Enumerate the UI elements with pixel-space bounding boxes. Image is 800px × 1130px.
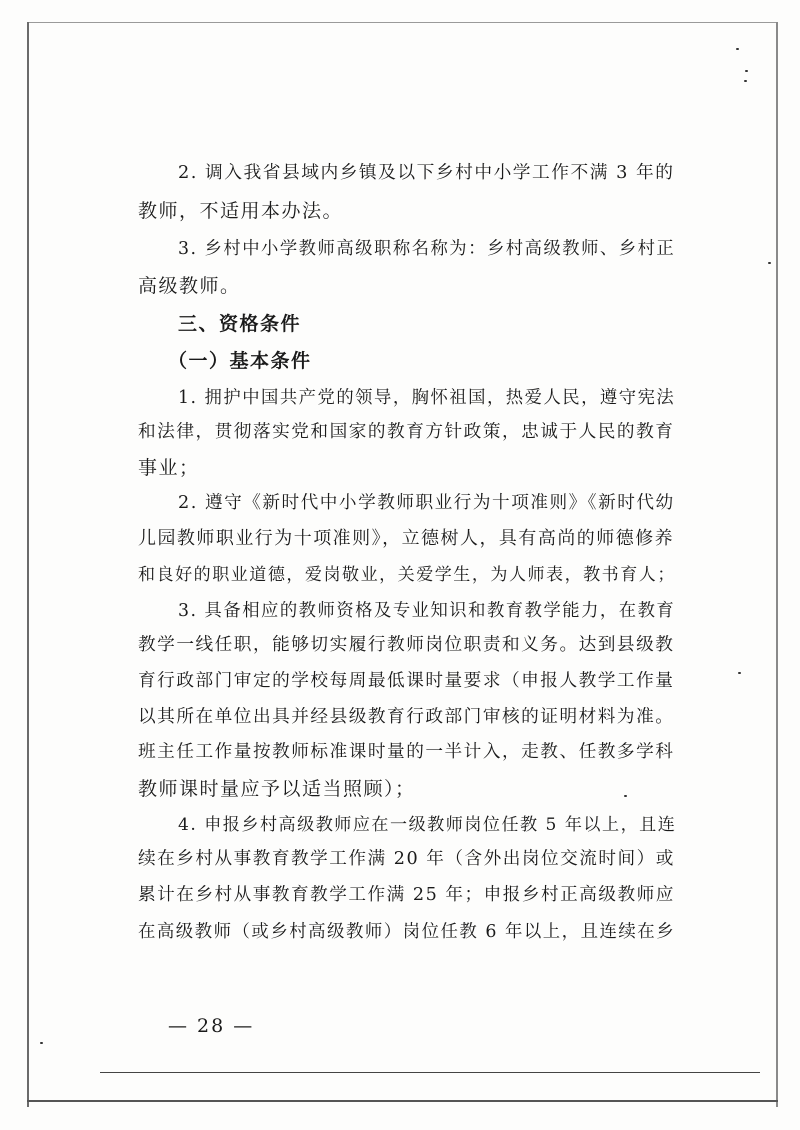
body-line: 累计在乡村从事教育教学工作满 25 年；申报乡村正高级教师应 [138, 885, 675, 905]
subsection-heading: （一）基本条件 [168, 350, 312, 372]
body-line: 和法律，贯彻落实党和国家的教育方针政策，忠诚于人民的教育 [138, 422, 675, 442]
body-line: 儿园教师职业行为十项准则》，立德树人，具有高尚的师德修养 [138, 528, 675, 549]
body-line: 3. 乡村中小学教师高级职称名称为：乡村高级教师、乡村正 [178, 239, 676, 259]
scan-border-left [27, 22, 29, 1107]
scan-speck [745, 70, 748, 72]
scan-speck [736, 48, 739, 50]
body-line: 事业； [138, 457, 200, 479]
body-line: 教师，不适用本办法。 [138, 200, 344, 222]
body-line: 以其所在单位出具并经县级教育行政部门审核的证明材料为准。 [138, 707, 675, 727]
body-line: 续在乡村从事教育教学工作满 20 年（含外出岗位交流时间）或 [138, 849, 675, 869]
body-line: 教学一线任职，能够切实履行教师岗位职责和义务。达到县级教 [138, 635, 675, 655]
body-line: 和良好的职业道德，爱岗敬业，关爱学生，为人师表，教书育人； [138, 565, 676, 585]
body-line: 4. 申报乡村高级教师应在一级教师岗位任教 5 年以上，且连 [178, 815, 677, 835]
body-line: 育行政部门审定的学校每周最低课时量要求（申报人教学工作量 [138, 671, 675, 691]
footer-rule [100, 1072, 760, 1073]
scan-speck [744, 80, 747, 82]
body-line: 1. 拥护中国共产党的领导，胸怀祖国，热爱人民，遵守宪法 [178, 388, 676, 408]
body-line: 在高级教师（或乡村高级教师）岗位任教 6 年以上，且连续在乡 [138, 922, 676, 942]
scan-speck [768, 262, 771, 264]
scan-border-right [776, 22, 778, 1107]
body-line: 2. 调入我省县域内乡镇及以下乡村中小学工作不满 3 年的 [178, 163, 675, 183]
body-line: 教师课时量应予以适当照顾）； [138, 778, 416, 800]
section-heading: 三、资格条件 [178, 313, 302, 335]
scan-speck [738, 672, 741, 674]
body-line: 2. 遵守《新时代中小学教师职业行为十项准则》《新时代幼 [178, 493, 675, 513]
page-number: — 28 — [168, 1015, 255, 1037]
scan-border-bottom [27, 1100, 778, 1102]
scan-border-top [27, 22, 778, 23]
body-line: 班主任工作量按教师标准课时量的一半计入，走教、任教多学科 [138, 742, 675, 762]
body-line: 3. 具备相应的教师资格及专业知识和教育教学能力，在教育 [178, 601, 676, 621]
scan-speck [624, 795, 627, 797]
body-line: 高级教师。 [138, 275, 241, 297]
scan-speck [40, 1042, 43, 1044]
